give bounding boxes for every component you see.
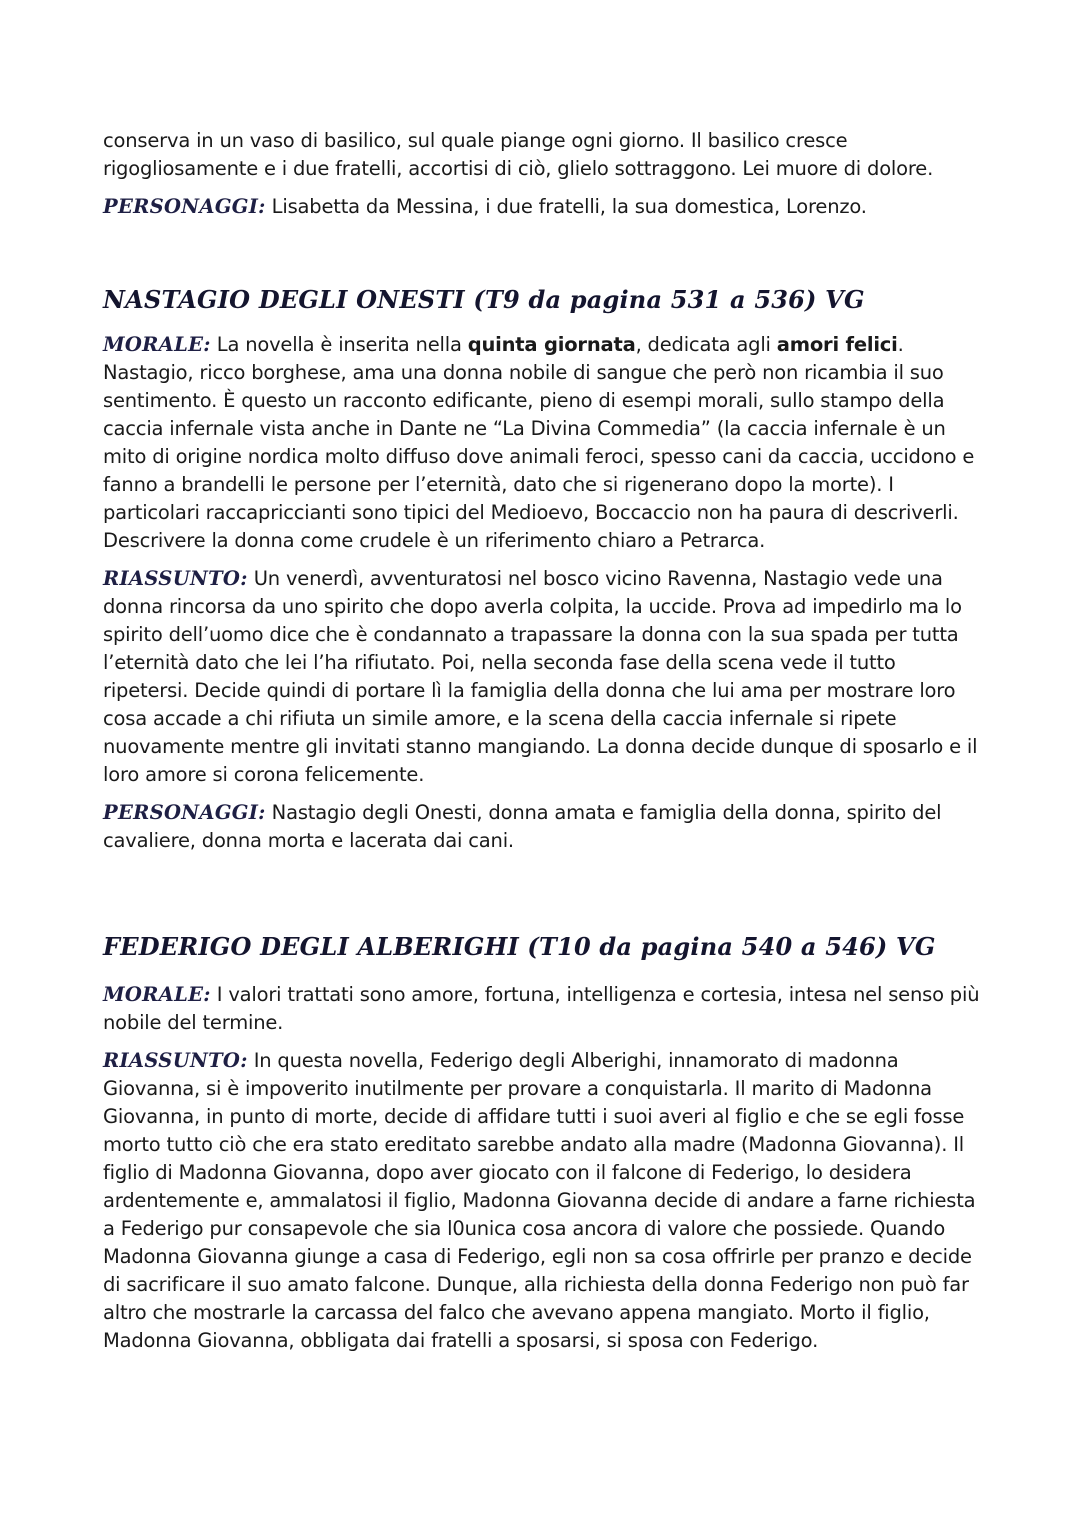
riassunto-text: Un venerdì, avventuratosi nel bosco vicino Ravenna, Nastagio vede una donna rincorsa da uno spirito che dopo averla colpita, la uccide. Prova ad impedirlo ma lo spirito dell’uomo dice che è condannato a trapassare la donna con la sua spada per tutta l’eternità dato che lei l’ha rifiutato. Poi, nella seconda fase della scena vede il tutto ripetersi. Decide quindi di portare lì la famiglia della donna che lui ama per mostrare loro cosa accade a chi rifiuta un simile amore, e la scena della caccia infernale si ripete nuovamente mentre gli invitati stanno mangiando. La donna decide dunque di sposarlo e il loro amore si corona felicemente. — [103, 567, 978, 786]
morale-label: MORALE: — [103, 333, 211, 356]
intro-personaggi — [103, 193, 983, 221]
riassunto-paragraph — [103, 565, 983, 789]
title-ref: (T9 da pagina 531 a 536) VG — [464, 285, 865, 314]
morale-text-d: . Nastagio, ricco borghese, ama una donna nobile di sangue che però non ricambia il suo sentimento. È questo un racconto edificante, pieno di esempi morali, sullo stampo della caccia infernale vista anche in Dante ne “La Divina Commedia” (la caccia infernale è un mito di origine nordica molto diffuso dove animali feroci, spesso cani da caccia, uccidono e fanno a brandelli le persone per l’eternità, dato che si rigenerano dopo la morte). I particolari raccapriccianti sono tipici del Medioevo, Boccaccio non ha paura di descriverli. Descrivere la donna come crudele è un riferimento chiaro a Petrarca. — [103, 333, 975, 552]
morale-paragraph — [103, 331, 983, 555]
personaggi-label: PERSONAGGI: — [103, 195, 266, 218]
riassunto-text: In questa novella, Federigo degli Alberighi, innamorato di madonna Giovanna, si è impoverito inutilmente per provare a conquistarla. Il marito di Madonna Giovanna, in punto di morte, decide di affidare tutti i suoi averi al figlio e che se egli fosse morto tutto ciò che era stato ereditato sarebbe andato alla madre (Madonna Giovanna). Il figlio di Madonna Giovanna, dopo aver giocato con il falcone di Federigo, lo desidera ardentemente e, ammalatosi il figlio, Madonna Giovanna decide di andare a farne richiesta a Federigo pur consapevole che sia l0unica cosa ancora di valore che possiede. Quando Madonna Giovanna giunge a casa di Federigo, egli non sa cosa offrirle per pranzo e decide di sacrificare il suo amato falcone. Dunque, alla richiesta della donna Federigo non può far altro che mostrarle la carcassa del falco che avevano appena mangiato. Morto il figlio, Madonna Giovanna, obbligata dai fratelli a sposarsi, si sposa con Federigo. — [103, 1049, 976, 1352]
title-ref: (T10 da pagina 540 a 546) VG — [518, 932, 936, 961]
morale-label: MORALE: — [103, 983, 211, 1006]
section-nastagio — [103, 331, 983, 865]
riassunto-label: RIASSUNTO: — [103, 1049, 248, 1072]
personaggi-label: PERSONAGGI: — [103, 801, 266, 824]
morale-text-a: La novella è inserita nella — [210, 333, 468, 356]
morale-bold-2: amori felici — [776, 333, 898, 356]
section-title-nastagio — [103, 284, 865, 316]
section-title-federigo — [103, 931, 936, 963]
personaggi-paragraph — [103, 799, 983, 855]
document-page — [103, 127, 983, 1352]
intro-paragraph — [103, 127, 983, 183]
morale-text-c: , dedicata agli — [635, 333, 777, 356]
riassunto-label: RIASSUNTO: — [103, 567, 248, 590]
title-text: NASTAGIO DEGLI ONESTI — [103, 285, 465, 314]
riassunto-paragraph — [103, 1047, 983, 1355]
morale-text: I valori trattati sono amore, fortuna, intelligenza e cortesia, intesa nel senso più nobile del termine. — [103, 983, 980, 1034]
personaggi-text: Lisabetta da Messina, i due fratelli, la sua domestica, Lorenzo. — [265, 195, 867, 218]
morale-bold-1: quinta giornata — [467, 333, 636, 356]
personaggi-text: Nastagio degli Onesti, donna amata e famiglia della donna, spirito del cavaliere, donna morta e lacerata dai cani. — [103, 801, 942, 852]
section-federigo — [103, 981, 983, 1365]
title-text: FEDERIGO DEGLI ALBERIGHI — [103, 932, 519, 961]
morale-paragraph — [103, 981, 983, 1037]
intro-text: conserva in un vaso di basilico, sul quale piange ogni giorno. Il basilico cresce rigogliosamente e i due fratelli, accortisi di ciò, glielo sottraggono. Lei muore di dolore. — [103, 129, 934, 180]
